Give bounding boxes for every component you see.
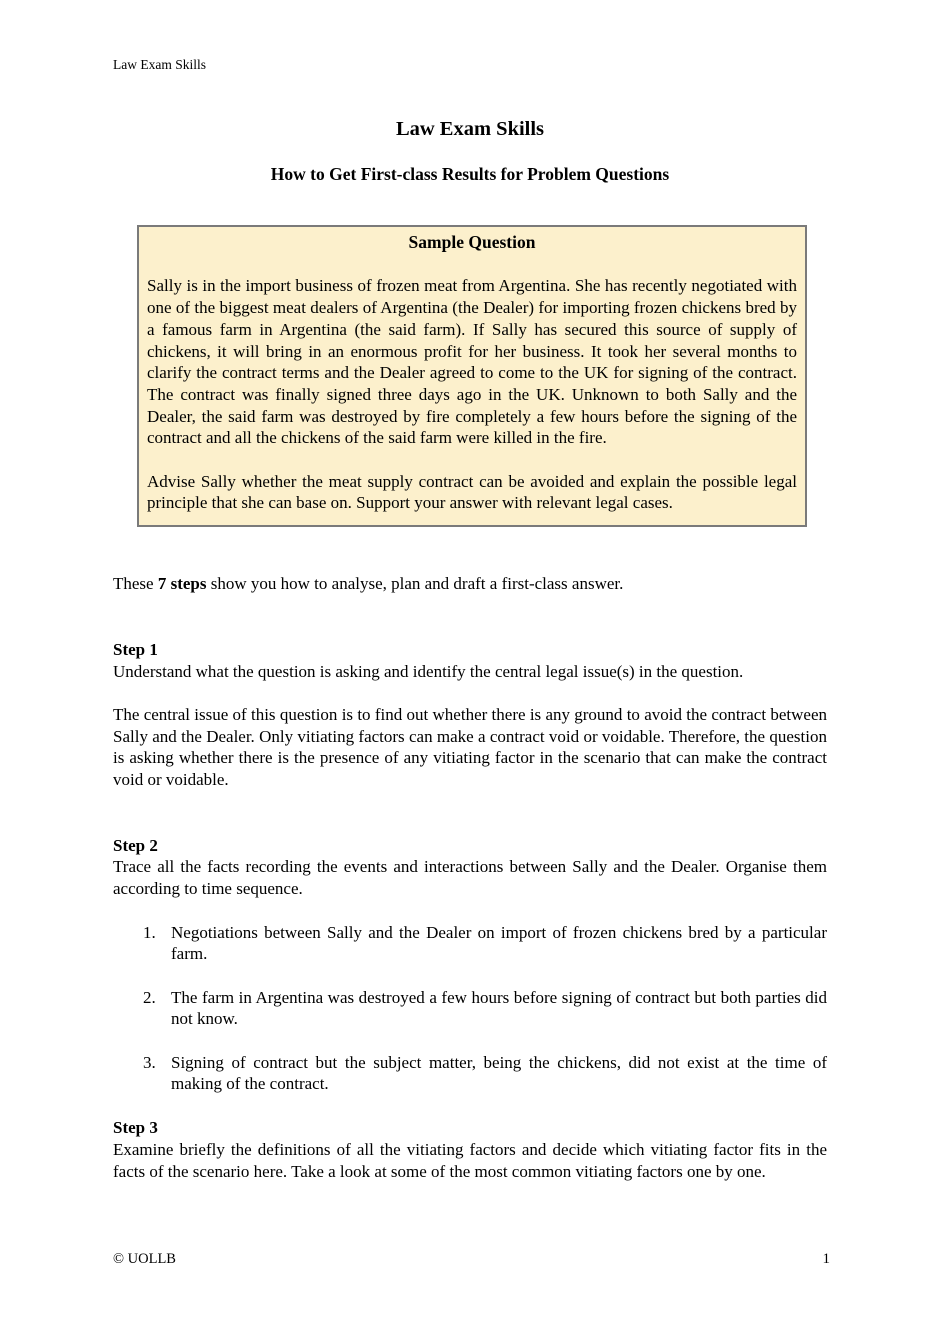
list-item-2 <box>143 987 827 1030</box>
list-item-2-text: The farm in Argentina was destroyed a few hours before signing of contract but both parties did not know. <box>171 987 827 1029</box>
document-subtitle: How to Get First-class Results for Problem Questions <box>270 164 670 184</box>
sample-question-box <box>137 225 807 527</box>
step-3-section <box>113 1117 827 1182</box>
sample-question-task: Advise Sally whether the meat supply contract can be avoided and explain the possible legal principle that she can base on. Support your answer with relevant legal cases. <box>147 471 797 513</box>
step-3-label: Step 3 <box>113 1118 158 1138</box>
list-item-2-number: 2. <box>143 987 156 1007</box>
sample-question-scenario: Sally is in the import business of frozen meat from Argentina. She has recently negotiated with one of the biggest meat dealers of Argentina (the Dealer) for importing frozen chickens bred by a famous farm in Argentina (the said farm). If Sally has secured this source of supply of chickens, it will bring in an enormous profit for her business. It took her several months to clarify the contract terms and the Dealer agreed to come to the UK for signing of the contract. The contract was finally signed three days ago in the UK. Unknown to both Sally and the Dealer, the said farm was destroyed by fire completely a few hours before the signing of the contract and all the chickens of the said farm were killed in the fire. <box>147 276 797 448</box>
intro-prefix: These <box>113 574 158 594</box>
document-title: Law Exam Skills <box>395 118 545 140</box>
intro-bold-7-steps: 7 steps <box>157 574 207 594</box>
facts-list <box>113 922 827 1096</box>
sample-question-title: Sample Question <box>408 232 536 252</box>
list-item-1-text: Negotiations between Sally and the Dealer on import of frozen chickens bred by a particular farm. <box>171 922 827 964</box>
copyright-text: © UOLLB <box>113 1251 176 1267</box>
step-1-body: The central issue of this question is to find out whether there is any ground to avoid the contract between Sally and the Dealer. Only vitiating factors can make a contract void or voidable. Therefore, the question is asking whether there is the presence of any vitiating factor in the scenario that can make the contract void or voidable. <box>113 704 827 790</box>
step-2-lead: Trace all the facts recording the events and interactions between Sally and the Dealer. Organise them according to time sequence. <box>113 857 827 899</box>
page-footer <box>113 1250 830 1268</box>
step-1-section <box>113 639 827 791</box>
list-item-3-text: Signing of contract but the subject matter, being the chickens, did not exist at the time of making of the contract. <box>171 1052 827 1094</box>
step-3-lead: Examine briefly the definitions of all the vitiating factors and decide which vitiating factor fits in the facts of the scenario here. Take a look at some of the most common vitiating factors one by one. <box>113 1139 827 1181</box>
page-number: 1 <box>822 1251 830 1267</box>
step-1-label: Step 1 <box>113 639 158 659</box>
step-2-label: Step 2 <box>113 835 158 855</box>
step-2-section <box>113 835 827 1095</box>
intro-line <box>113 573 827 595</box>
list-item-3-number: 3. <box>143 1052 156 1072</box>
list-item-3 <box>143 1052 827 1095</box>
running-header: Law Exam Skills <box>113 57 206 72</box>
list-item-1-number: 1. <box>143 922 156 942</box>
list-item-1 <box>143 922 827 965</box>
step-1-lead: Understand what the question is asking and identify the central legal issue(s) in the question. <box>113 661 744 681</box>
intro-suffix: show you how to analyse, plan and draft a first-class answer. <box>206 574 624 594</box>
